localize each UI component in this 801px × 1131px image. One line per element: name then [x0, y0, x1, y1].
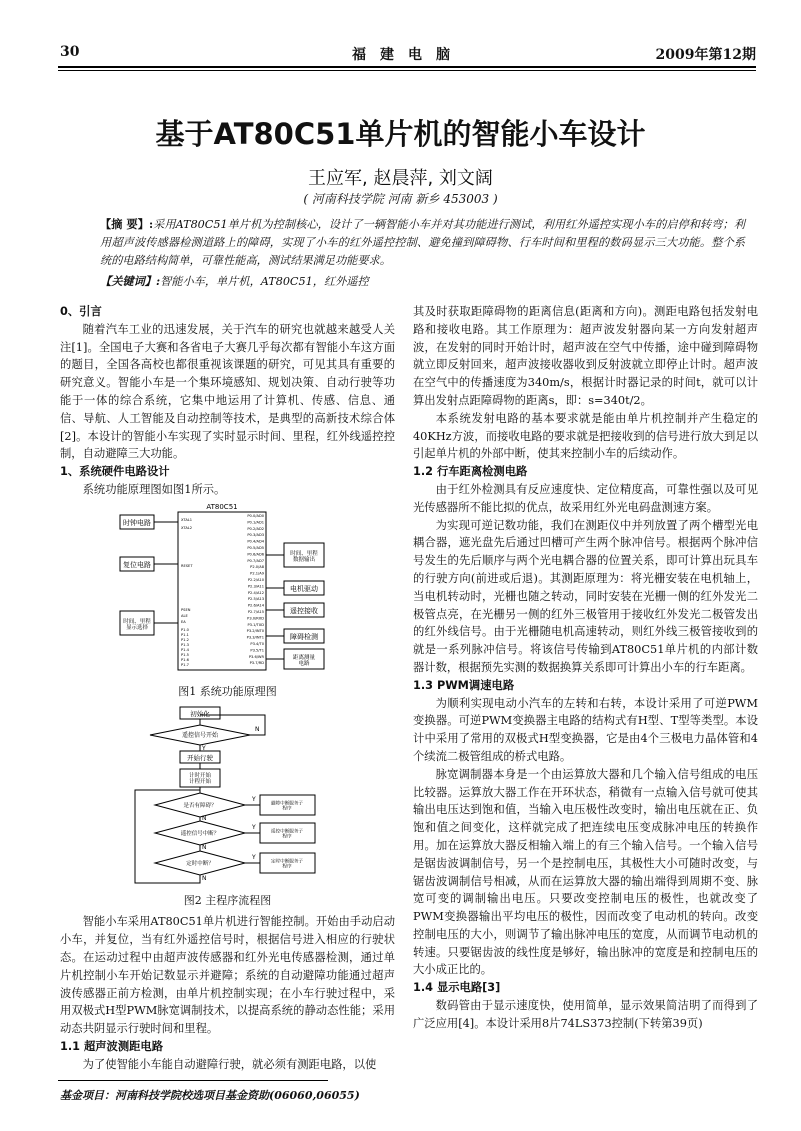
pin-label: P1.0 — [181, 627, 189, 632]
pin-label: P1.4 — [181, 647, 189, 652]
paragraph: 由于红外检测具有反应速度快、定位精度高，可靠性强以及可见光传感器所不能比拟的优点，故采用红外光电码盘测速方案。 — [413, 482, 758, 514]
obstacle-decision: 是否有障碍？ — [183, 802, 217, 809]
pin-label: P2.4/A12 — [247, 590, 264, 595]
pin-label: P3.5/T1 — [250, 648, 264, 653]
pin-label: XTAL1 — [181, 517, 193, 522]
paragraph: 其及时获取距障碍物的距离信息(距离和方向)。测距电路包括发射电路和接收电路。其工作原理为：超声波发射器向某一方向发射超声波，在发射的同时开始计时，超声波在空气中传播，途中碰到障碍物就立即反射回来，超声波接收器收到反射波就立即停止计时。超声波在空气中的传播速度为340m/s，根据计时器记录的时间t，就可以计算出发射点距障碍物的距离s，即：s=340t/2。 — [413, 305, 758, 407]
pin-label: P1.7 — [181, 662, 189, 667]
yes-label: Y — [252, 823, 256, 831]
right-column — [413, 303, 758, 1033]
figure-2-caption: 图2 主程序流程图 — [183, 893, 272, 907]
pin-label: XTAL2 — [181, 525, 193, 530]
pin-label: P0.0/AD0 — [247, 513, 264, 518]
pin-label: P3.0/RXD — [247, 616, 264, 621]
section-heading: 1.1 超声波测距电路 — [60, 1039, 164, 1053]
pin-label: P0.4/AD4 — [247, 539, 264, 544]
keywords — [100, 273, 745, 289]
pin-label: P1.3 — [181, 642, 189, 647]
remote-program: 遥控中断服务子程序 — [270, 829, 304, 840]
pin-label: P0.2/AD2 — [247, 526, 264, 531]
pin-label: EA — [181, 619, 186, 624]
remote-decision: 遥控信号中断？ — [180, 830, 220, 837]
pin-label: P2.6/A14 — [247, 603, 264, 608]
pin-label: P1.6 — [181, 657, 189, 662]
paragraph: 智能小车采用AT80C51单片机进行智能控制。开始由手动启动小车，并复位，当有红外遥控信号时，根据信号进入相应的行驶状态。在运动过程中由超声波传感器和红外光电传感器检测，通过单片机控制小车开始记数显示并避障；系统的自动避障功能通过超声波传感器正前方检测，由单片机控制实现；在小车行驶过程中，采用双极式H型PWM脉宽调制技术，以提高系统的静动态性能；采用动态共阴显示行驶时间和里程。 — [60, 915, 395, 1036]
paragraph: 为了使智能小车能自动避障行驶，就必须有测距电路，以使 — [82, 1057, 377, 1071]
journal-name: 福建电脑 — [352, 47, 464, 63]
left-column — [60, 303, 395, 1074]
pin-label: RESET — [181, 563, 193, 568]
pin-label: P2.5/A13 — [247, 596, 264, 601]
pin-label: P2.3/A11 — [247, 584, 264, 589]
header-rule-thin — [58, 70, 756, 71]
paper-title: 基于AT80C51单片机的智能小车设计 — [155, 117, 646, 151]
abstract-label: 【摘 要】: — [100, 217, 154, 231]
pin-label: P2.7/A15 — [247, 609, 264, 614]
page-number: 30 — [60, 44, 80, 60]
remote-block: 遥控接收 — [290, 606, 318, 615]
start-drive-step: 开始行驶 — [187, 753, 213, 762]
no-label: N — [202, 814, 207, 822]
pin-label: P0.3/AD3 — [247, 532, 264, 537]
timer-decision: 定时中断？ — [186, 860, 214, 867]
footnote: 基金项目：河南科技学院校选项目基金资助(06060,06055) — [60, 1089, 360, 1102]
pin-label: P3.7/RD — [249, 660, 264, 665]
pin-label: P1.1 — [181, 632, 189, 637]
section-heading: 1.3 PWM调速电路 — [413, 678, 515, 692]
issue-label: 2009年第12期 — [655, 47, 756, 63]
pin-label: PSEN — [181, 607, 191, 612]
pin-label: P0.6/AD6 — [247, 552, 264, 557]
pin-label: P3.2/INT0 — [246, 628, 264, 633]
timer-program: 定时中断服务子程序 — [270, 859, 304, 870]
switch-block: 时间、里程显示选择 — [123, 618, 151, 631]
pin-label: P0.5/AD5 — [247, 545, 264, 550]
paragraph: 系统功能原理图如图1所示。 — [82, 482, 226, 496]
paragraph: 数码管由于显示速度快，使用简单，显示效果简洁明了而得到了广泛应用[4]。本设计采用8片74LS373控制(下转第39页) — [413, 999, 758, 1030]
keywords-text: 智能小车，单片机，AT80C51，红外遥控 — [160, 275, 369, 288]
paragraph: 本系统发射电路的基本要求就是能由单片机控制并产生稳定的40KHz方波，而接收电路的要求就是把接收到的信号进行放大到足以引起单片机的外部中断，使其来控制小车的后续动作。 — [413, 411, 758, 461]
affiliation: ( 河南科技学院 河南 新乡 453003 ) — [303, 192, 498, 206]
keywords-label: 【关键词】: — [100, 274, 161, 288]
yes-label: Y — [252, 795, 256, 803]
paragraph: 随着汽车工业的迅速发展，关于汽车的研究也就越来越受人关注[1]。全国电子大赛和各省电子大赛几乎每次都有智能小车这方面的题目，全国各高校也都很重视该课题的研究，可见其具有重要的研究意义。智能小车是一个集环境感知、规划决策、自动行驶等功能于一体的综合系统，它集中地运用了计算机、传感、信息、通信、导航、人工智能及自动控制等技术，是典型的高新技术综合体[2]。本设计的智能小车实现了实时显示时间、里程，红外线遥控控制，自动避障三大功能。 — [60, 322, 395, 461]
section-heading: 0、引言 — [60, 305, 102, 318]
figure-1-caption: 图1 系统功能原理图 — [178, 684, 277, 698]
header-rule — [58, 66, 756, 68]
timer-step: 计时开始计程开始 — [188, 772, 212, 785]
pin-label: P2.2/A10 — [247, 577, 264, 582]
clock-block: 时钟电路 — [123, 518, 151, 527]
pin-label: P3.3/INT1 — [246, 635, 264, 640]
pin-label: P3.4/T0 — [250, 641, 264, 646]
paragraph: 脉宽调制器本身是一个由运算放大器和几个输入信号组成的电压比较器。运算放大器工作在开环状态，稍微有一点输入信号就可使其输出电压达到饱和值，当输入电压极性改变时，输出电压就在正、负饱和值之间变化，这样就完成了把连续电压变成脉冲电压的转换作用。加在运算放大器反相输入端上的有三个输入信号。一个输入信号是锯齿波调制信号，另一个是控制电压，其极性大小可随时改变，与锯齿波调制信号相减，从而在运算放大器的输出端得到周期不变、脉宽可变的调制输出电压。只要改变控制电压的极性，也就改变了PWM变换器输出平均电压的极性，因而改变了电动机的转向。改变控制电压的大小，则调节了输出脉冲电压的宽度，从而调节电动机的转速。只要锯齿波的线性度是够好，输出脉冲的宽度是和控制电压的大小成正比的。 — [413, 767, 758, 977]
abstract-text: 采用AT80C51单片机为控制核心，设计了一辆智能小车并对其功能进行测试，利用红外遥控实现小车的启停和转弯；利用超声波传感器检测道路上的障碍，实现了小车的红外遥控控制、避免撞到障碍物、行车时间和里程的数码显示三大功能。整个系统的电路结构简单，可靠性能高，测试结果满足功能要求。 — [100, 218, 745, 267]
pin-label: P0.7/AD7 — [247, 558, 264, 563]
paragraph: 为顺利实现电动小汽车的左转和右转，本设计采用了可逆PWM变换器。可逆PWM变换器主电路的结构式有H型、T型等类型。本设计中采用了常用的双极式H型变换器，它是由4个三极电力晶体管和4个续流二极管组成的桥式电路。 — [413, 696, 758, 763]
remote-start-decision: 遥控信号开始 — [181, 731, 219, 739]
motor-block: 电机驱动 — [290, 584, 318, 593]
reset-block: 复位电路 — [123, 560, 151, 569]
obstacle-program: 避障中断服务子程序 — [270, 801, 304, 812]
no-label: N — [255, 725, 260, 733]
yes-label: Y — [252, 853, 256, 861]
abstract — [100, 215, 745, 270]
pin-label: P2.1/A9 — [250, 571, 264, 576]
chip-label: AT80C51 — [206, 502, 238, 511]
pin-label: P3.1/TXD — [247, 622, 264, 627]
distance-block: 距离测量电路 — [292, 654, 316, 667]
yes-label: Y — [202, 744, 206, 752]
pin-label: P0.1/AD1 — [247, 520, 264, 525]
no-label: N — [202, 874, 207, 882]
figure-2-flowchart — [60, 705, 395, 890]
figure-1-block-diagram — [60, 499, 395, 681]
display-block: 时间、里程数据输出 — [290, 550, 318, 563]
pin-label: P1.2 — [181, 637, 189, 642]
pin-label: P2.0/A8 — [250, 564, 264, 569]
authors: 王应军, 赵晨萍, 刘文阔 — [308, 168, 493, 189]
running-header — [60, 40, 756, 64]
pin-label: ALE — [181, 613, 188, 618]
section-heading: 1.2 行车距离检测电路 — [413, 465, 528, 479]
pin-label: P3.6/WR — [248, 654, 264, 659]
no-label: N — [202, 843, 207, 851]
paragraph: 为实现可逆记数功能，我们在测距仪中并列放置了两个槽型光电耦合器，遮光盘先后通过凹槽可产生两个脉冲信号。根据两个脉冲信号发生的先后顺序与两个光电耦合器的位置关系，即可计算出玩具车的行驶方向(前进或后退)。其测距原理为：将光栅安装在电机轴上，当电机转动时，光栅也随之转动，同时安装在光栅一侧的红外发光二极管点亮，在光栅另一侧的红外三极管用于接收红外发光二极管发出的红外线信号。由于光栅随电机高速转动，则红外线三极管接收到的就是一系列脉冲信号。将该信号传输到AT80C51单片机的内部计数器计数，根据预先实测的数据换算关系即可计算出小车的行车距离。 — [413, 518, 758, 674]
section-heading: 1.4 显示电路[3] — [413, 981, 501, 995]
section-heading: 1、系统硬件电路设计 — [60, 465, 170, 479]
footnote-rule — [58, 1080, 328, 1081]
pin-label: P1.5 — [181, 652, 189, 657]
obstacle-block: 障碍检测 — [290, 632, 318, 641]
init-step: 初始化 — [190, 709, 210, 718]
